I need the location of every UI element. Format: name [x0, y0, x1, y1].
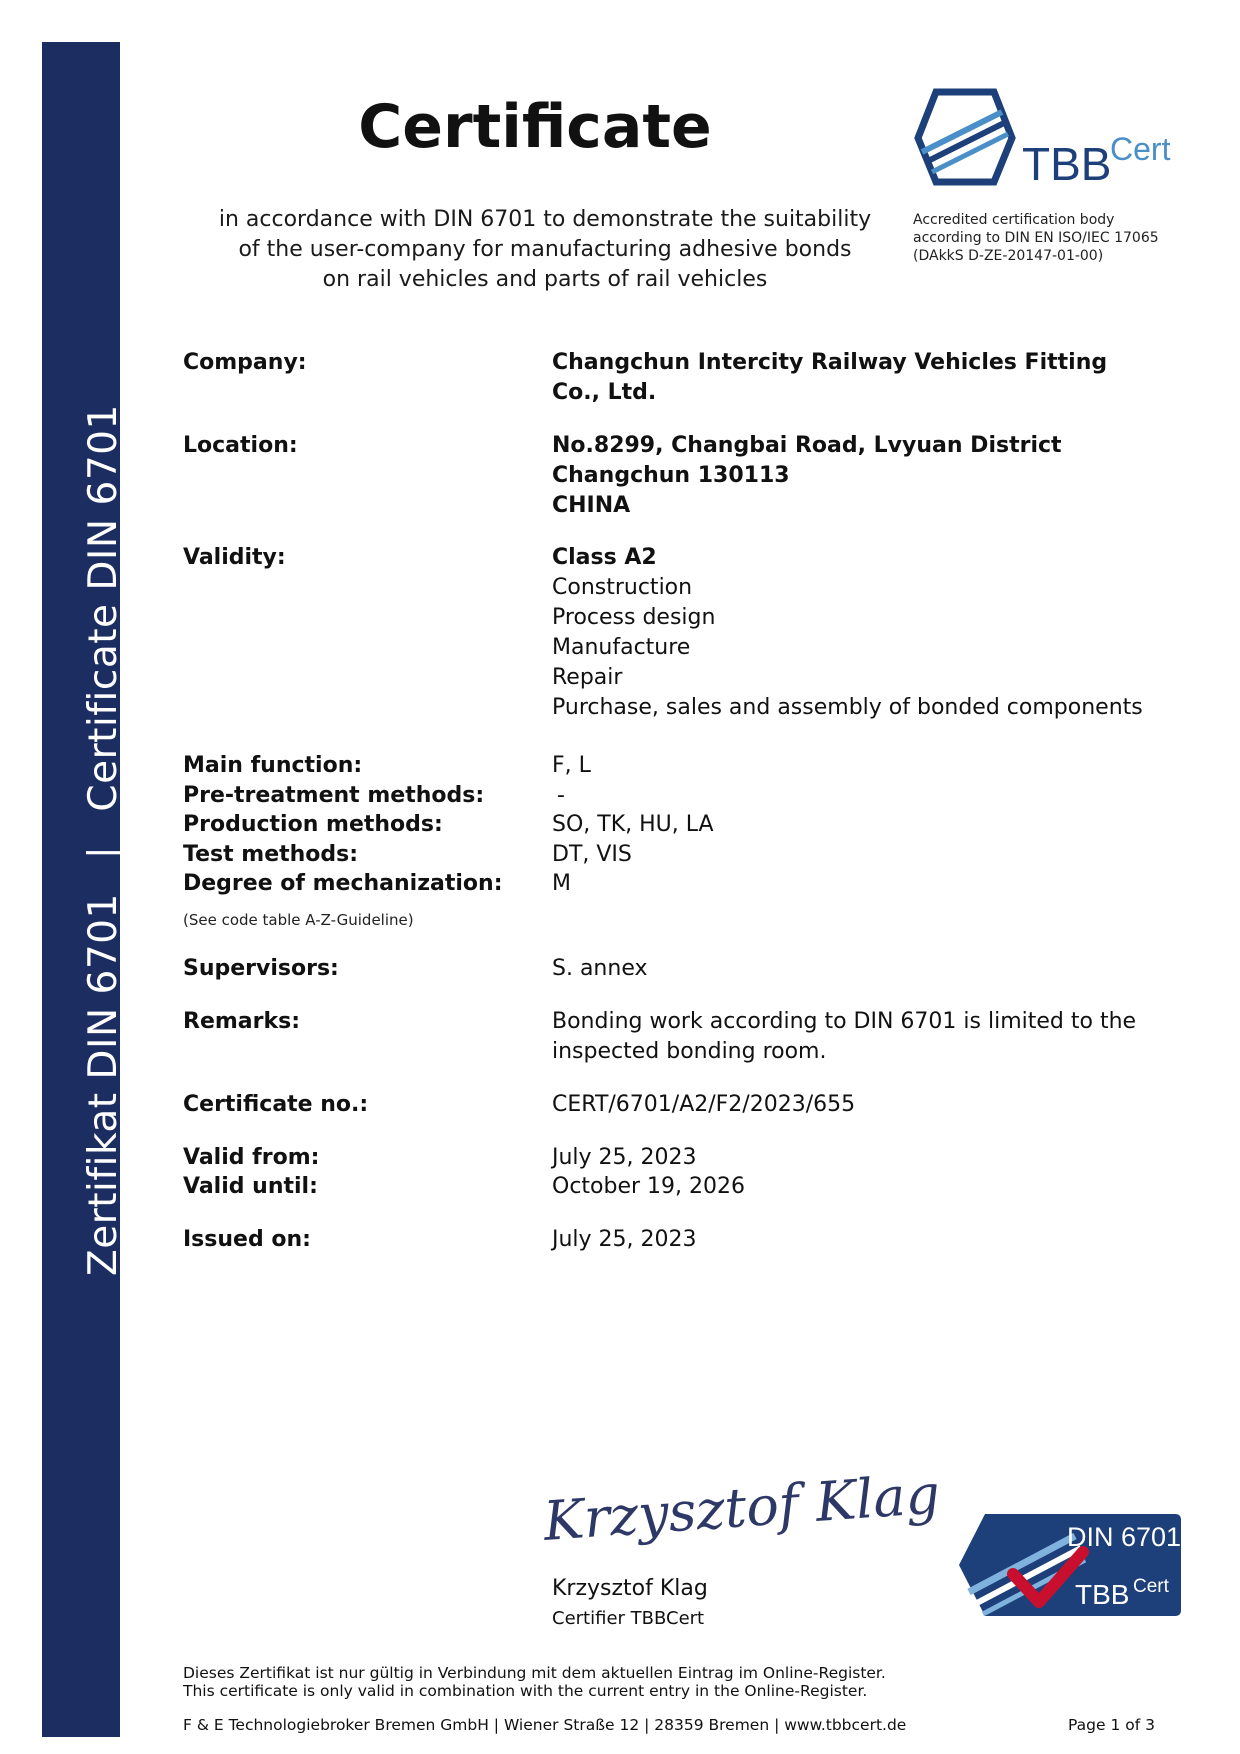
- validity-class: Class A2: [552, 545, 657, 570]
- validity-item: Manufacture: [552, 635, 691, 660]
- mechanization-value: M: [552, 871, 571, 896]
- supervisors-value: S. annex: [552, 956, 648, 981]
- subtitle-line: of the user-company for manufacturing adhesive bonds: [238, 237, 852, 262]
- remarks-label: Remarks:: [183, 1009, 301, 1034]
- din6701-badge: [955, 1510, 1185, 1620]
- side-text-en: Certificate DIN 6701: [81, 404, 126, 812]
- logo-brand-main: TBB: [1022, 138, 1112, 190]
- main-function-label: Main function:: [183, 753, 363, 778]
- company-line: Co., Ltd.: [552, 380, 657, 405]
- side-text-separator: |: [81, 845, 126, 860]
- company-line: Changchun Intercity Railway Vehicles Fitting: [552, 350, 1108, 375]
- code-table-note: (See code table A-Z-Guideline): [183, 911, 414, 929]
- remarks-value: [552, 1007, 1152, 1067]
- location-value: [552, 431, 1152, 521]
- side-text-de: Zertifikat DIN 6701: [81, 893, 126, 1276]
- valid-from-label: Valid from:: [183, 1145, 320, 1170]
- remarks-line: Bonding work according to DIN 6701 is limited to the: [552, 1009, 1137, 1034]
- subtitle-line: on rail vehicles and parts of rail vehicles: [322, 267, 768, 292]
- subtitle: [215, 205, 875, 295]
- location-line: CHINA: [552, 493, 631, 518]
- production-label: Production methods:: [183, 812, 443, 837]
- validity-item: Construction: [552, 575, 693, 600]
- certificate-no-label: Certificate no.:: [183, 1092, 369, 1117]
- signer-name: Krzysztof Klag: [552, 1576, 708, 1601]
- validity-value: [552, 543, 1152, 723]
- location-line: No.8299, Changbai Road, Lvyuan District: [552, 433, 1062, 458]
- mechanization-label: Degree of mechanization:: [183, 871, 503, 896]
- disclaimer: [183, 1664, 886, 1700]
- valid-from-value: July 25, 2023: [552, 1145, 697, 1170]
- test-value: DT, VIS: [552, 842, 632, 867]
- subtitle-line: in accordance with DIN 6701 to demonstrate the suitability: [218, 207, 872, 232]
- main-function-value: F, L: [552, 753, 591, 778]
- validity-item: Repair: [552, 665, 623, 690]
- side-band-text: [81, 404, 126, 1276]
- pretreatment-value: -: [557, 783, 565, 808]
- page-title: Certificate: [358, 92, 712, 162]
- validity-item: Purchase, sales and assembly of bonded components: [552, 695, 1143, 720]
- test-label: Test methods:: [183, 842, 359, 867]
- signature-image: [541, 1462, 942, 1575]
- issued-on-label: Issued on:: [183, 1227, 311, 1252]
- valid-until-label: Valid until:: [183, 1174, 318, 1199]
- footer-company-line: F & E Technologiebroker Bremen GmbH | Wiener Straße 12 | 28359 Bremen | www.tbbcert.de: [183, 1716, 907, 1734]
- location-label: Location:: [183, 433, 298, 458]
- certificate-no-value: CERT/6701/A2/F2/2023/655: [552, 1092, 856, 1117]
- signature-script: Krzysztof Klag: [541, 1462, 942, 1553]
- badge-brand-sup: Cert: [1133, 1576, 1169, 1597]
- production-value: SO, TK, HU, LA: [552, 812, 714, 837]
- badge-brand-main: TBB: [1075, 1579, 1130, 1610]
- tbbcert-logo: [910, 90, 1180, 190]
- disclaimer-line: Dieses Zertifikat ist nur gültig in Verbindung mit dem aktuellen Eintrag im Online-Register.: [183, 1664, 886, 1682]
- company-value: [552, 348, 1152, 408]
- pretreatment-label: Pre-treatment methods:: [183, 783, 485, 808]
- accreditation-line: Accredited certification body: [913, 212, 1115, 228]
- issued-on-value: July 25, 2023: [552, 1227, 697, 1252]
- validity-label: Validity:: [183, 545, 286, 570]
- remarks-line: inspected bonding room.: [552, 1039, 827, 1064]
- accreditation-note: [913, 211, 1183, 265]
- badge-standard: DIN 6701: [1067, 1522, 1182, 1552]
- accreditation-line: according to DIN EN ISO/IEC 17065: [913, 230, 1159, 246]
- location-line: Changchun 130113: [552, 463, 790, 488]
- validity-item: Process design: [552, 605, 716, 630]
- page-number: Page 1 of 3: [1068, 1716, 1155, 1734]
- signer-role: Certifier TBBCert: [552, 1608, 705, 1629]
- valid-until-value: October 19, 2026: [552, 1174, 746, 1199]
- supervisors-label: Supervisors:: [183, 956, 339, 981]
- disclaimer-line: This certificate is only valid in combination with the current entry in the Online-Register.: [183, 1682, 868, 1700]
- logo-brand-sup: Cert: [1110, 131, 1171, 167]
- company-label: Company:: [183, 350, 307, 375]
- accreditation-line: (DAkkS D-ZE-20147-01-00): [913, 248, 1104, 264]
